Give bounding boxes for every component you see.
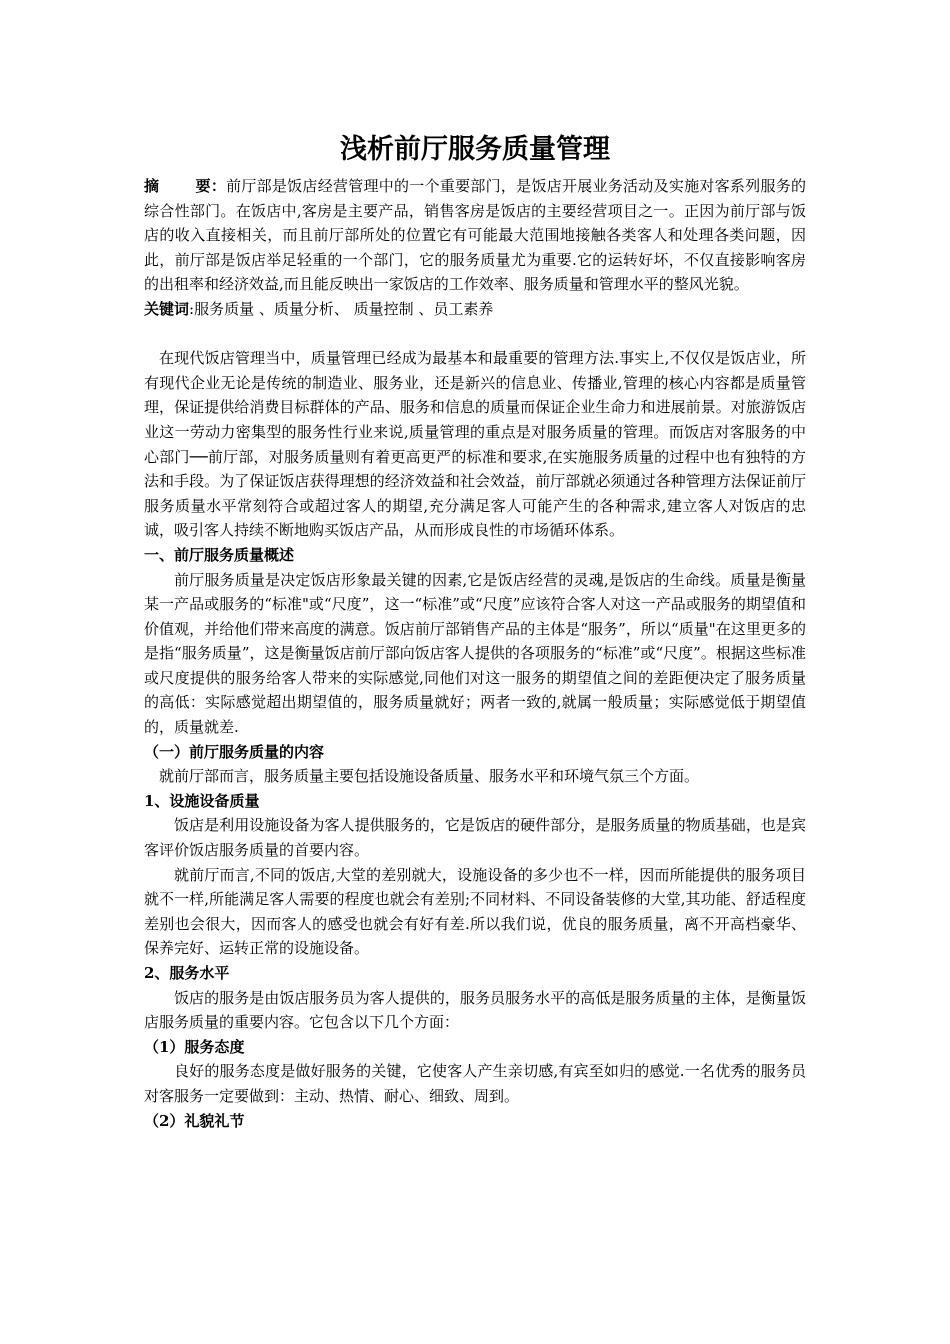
abstract-paragraph <box>144 174 806 297</box>
abstract-label-second: 要： <box>195 177 227 195</box>
heading-etiquette: （2）礼貌礼节 <box>144 1111 245 1130</box>
intro-paragraph: 在现代饭店管理当中，质量管理已经成为最基本和最重要的管理方法.事实上,不仅仅是饭店业，所有现代企业无论是传统的制造业、服务业，还是新兴的信息业、传播业,管理的核心内容都是质量管理，保证提供给消费目标群体的产品、服务和信息的质量而保证企业生命力和进展前景。对旅游饭店业这一劳动力密集型的服务性行业来说,质量管理的重点是对服务质量的管理。而饭店对客服务的中心部门──前厅部，对服务质量则有着更高更严的标准和要求,在实施服务质量的过程中也有独特的方法和手段。为了保证饭店获得理想的经济效益和社会效益，前厅部就必须通过各种管理方法保证前厅服务质量水平常刻符合或超过客人的期望,充分满足客人可能产生的各种需求,建立客人对饭店的忠诚，吸引客人持续不断地购买饭店产品，从而形成良性的市场循环体系。 <box>144 349 806 540</box>
overview-paragraph: 前厅服务质量是决定饭店形象最关键的因素,它是饭店经营的灵魂,是饭店的生命线。质量是衡量某一产品或服务的“标准"或“尺度”，这一“标准”或“尺度”应该符合客人对这一产品或服务的期望值和价值观，并给他们带来高度的满意。饭店前厅部销售产品的主体是“服务”，所以“质量"在这里更多的是指“服务质量”，这是衡量饭店前厅部向饭店客人提供的各项服务的“标准”或“尺度”。根据这些标准或尺度提供的服务给客人带来的实际感觉,同他们对这一服务的期望值之间的差距便决定了服务质量的高低：实际感觉超出期望值的，服务质量就好；两者一致的,就属一般质量；实际感觉低于期望值的，质量就差. <box>144 570 806 737</box>
document-body <box>144 174 806 1133</box>
abstract-text: 前厅部是饭店经营管理中的一个重要部门，是饭店开展业务活动及实施对客系列服务的综合性部门。在饭店中,客房是主要产品，销售客房是饭店的主要经营项目之一。正因为前厅部与饭店的收入直接相关，而且前厅部所处的位置它有可能最大范围地接触各类客人和处理各类问题，因此，前厅部是饭店举足轻重的一个部门，它的服务质量尤为重要.它的运转好坏，不仅直接影响客房的出租率和经济效益,而且能反映出一家饭店的工作效率、服务质量和管理水平的整风光貌。 <box>144 177 806 294</box>
keywords-label: 关键词 <box>144 299 190 318</box>
blank-line <box>144 322 806 347</box>
heading-service-attitude: （1）服务态度 <box>144 1037 245 1056</box>
subsection-heading-content: （一）前厅服务质量的内容 <box>144 742 325 761</box>
heading-service-level: 2、服务水平 <box>144 964 230 982</box>
abstract-label-first: 摘 <box>144 177 160 195</box>
heading-facilities-quality: 1、设施设备质量 <box>144 791 260 810</box>
keywords-text: :服务质量 、质量分析、 质量控制 、员工素养 <box>189 299 494 318</box>
facilities-paragraph-1: 饭店是利用设施设备为客人提供服务的，它是饭店的硬件部分，是服务质量的物质基础，也是宾客评价饭店服务质量的首要内容。 <box>144 816 806 860</box>
service-level-paragraph: 饭店的服务是由饭店服务员为客人提供的，服务员服务水平的高低是服务质量的主体，是衡量饭店服务质量的重要内容。它包含以下几个方面： <box>144 988 806 1032</box>
content-paragraph: 就前厅部而言，服务质量主要包括设施设备质量、服务水平和环境气氛三个方面。 <box>159 767 700 786</box>
section-heading-overview: 一、前厅服务质量概述 <box>144 545 295 564</box>
service-attitude-paragraph: 良好的服务态度是做好服务的关键，它使客人产生亲切感,有宾至如归的感觉.一名优秀的服务员对客服务一定要做到：主动、热情、耐心、细致、周到。 <box>144 1062 806 1105</box>
facilities-paragraph-2: 就前厅而言,不同的饭店,大堂的差别就大，设施设备的多少也不一样，因而所能提供的服务项目就不一样,所能满足客人需要的程度也就会有差别;不同材料、不同设备装修的大堂,其功能、舒适程度差别也会很大，因而客人的感受也就会有好有差.所以我们说，优良的服务质量，离不开高档豪华、保养完好、运转正常的设施设备。 <box>144 865 806 958</box>
keywords-paragraph <box>144 297 806 322</box>
document-title: 浅析前厅服务质量管理 <box>340 134 610 165</box>
